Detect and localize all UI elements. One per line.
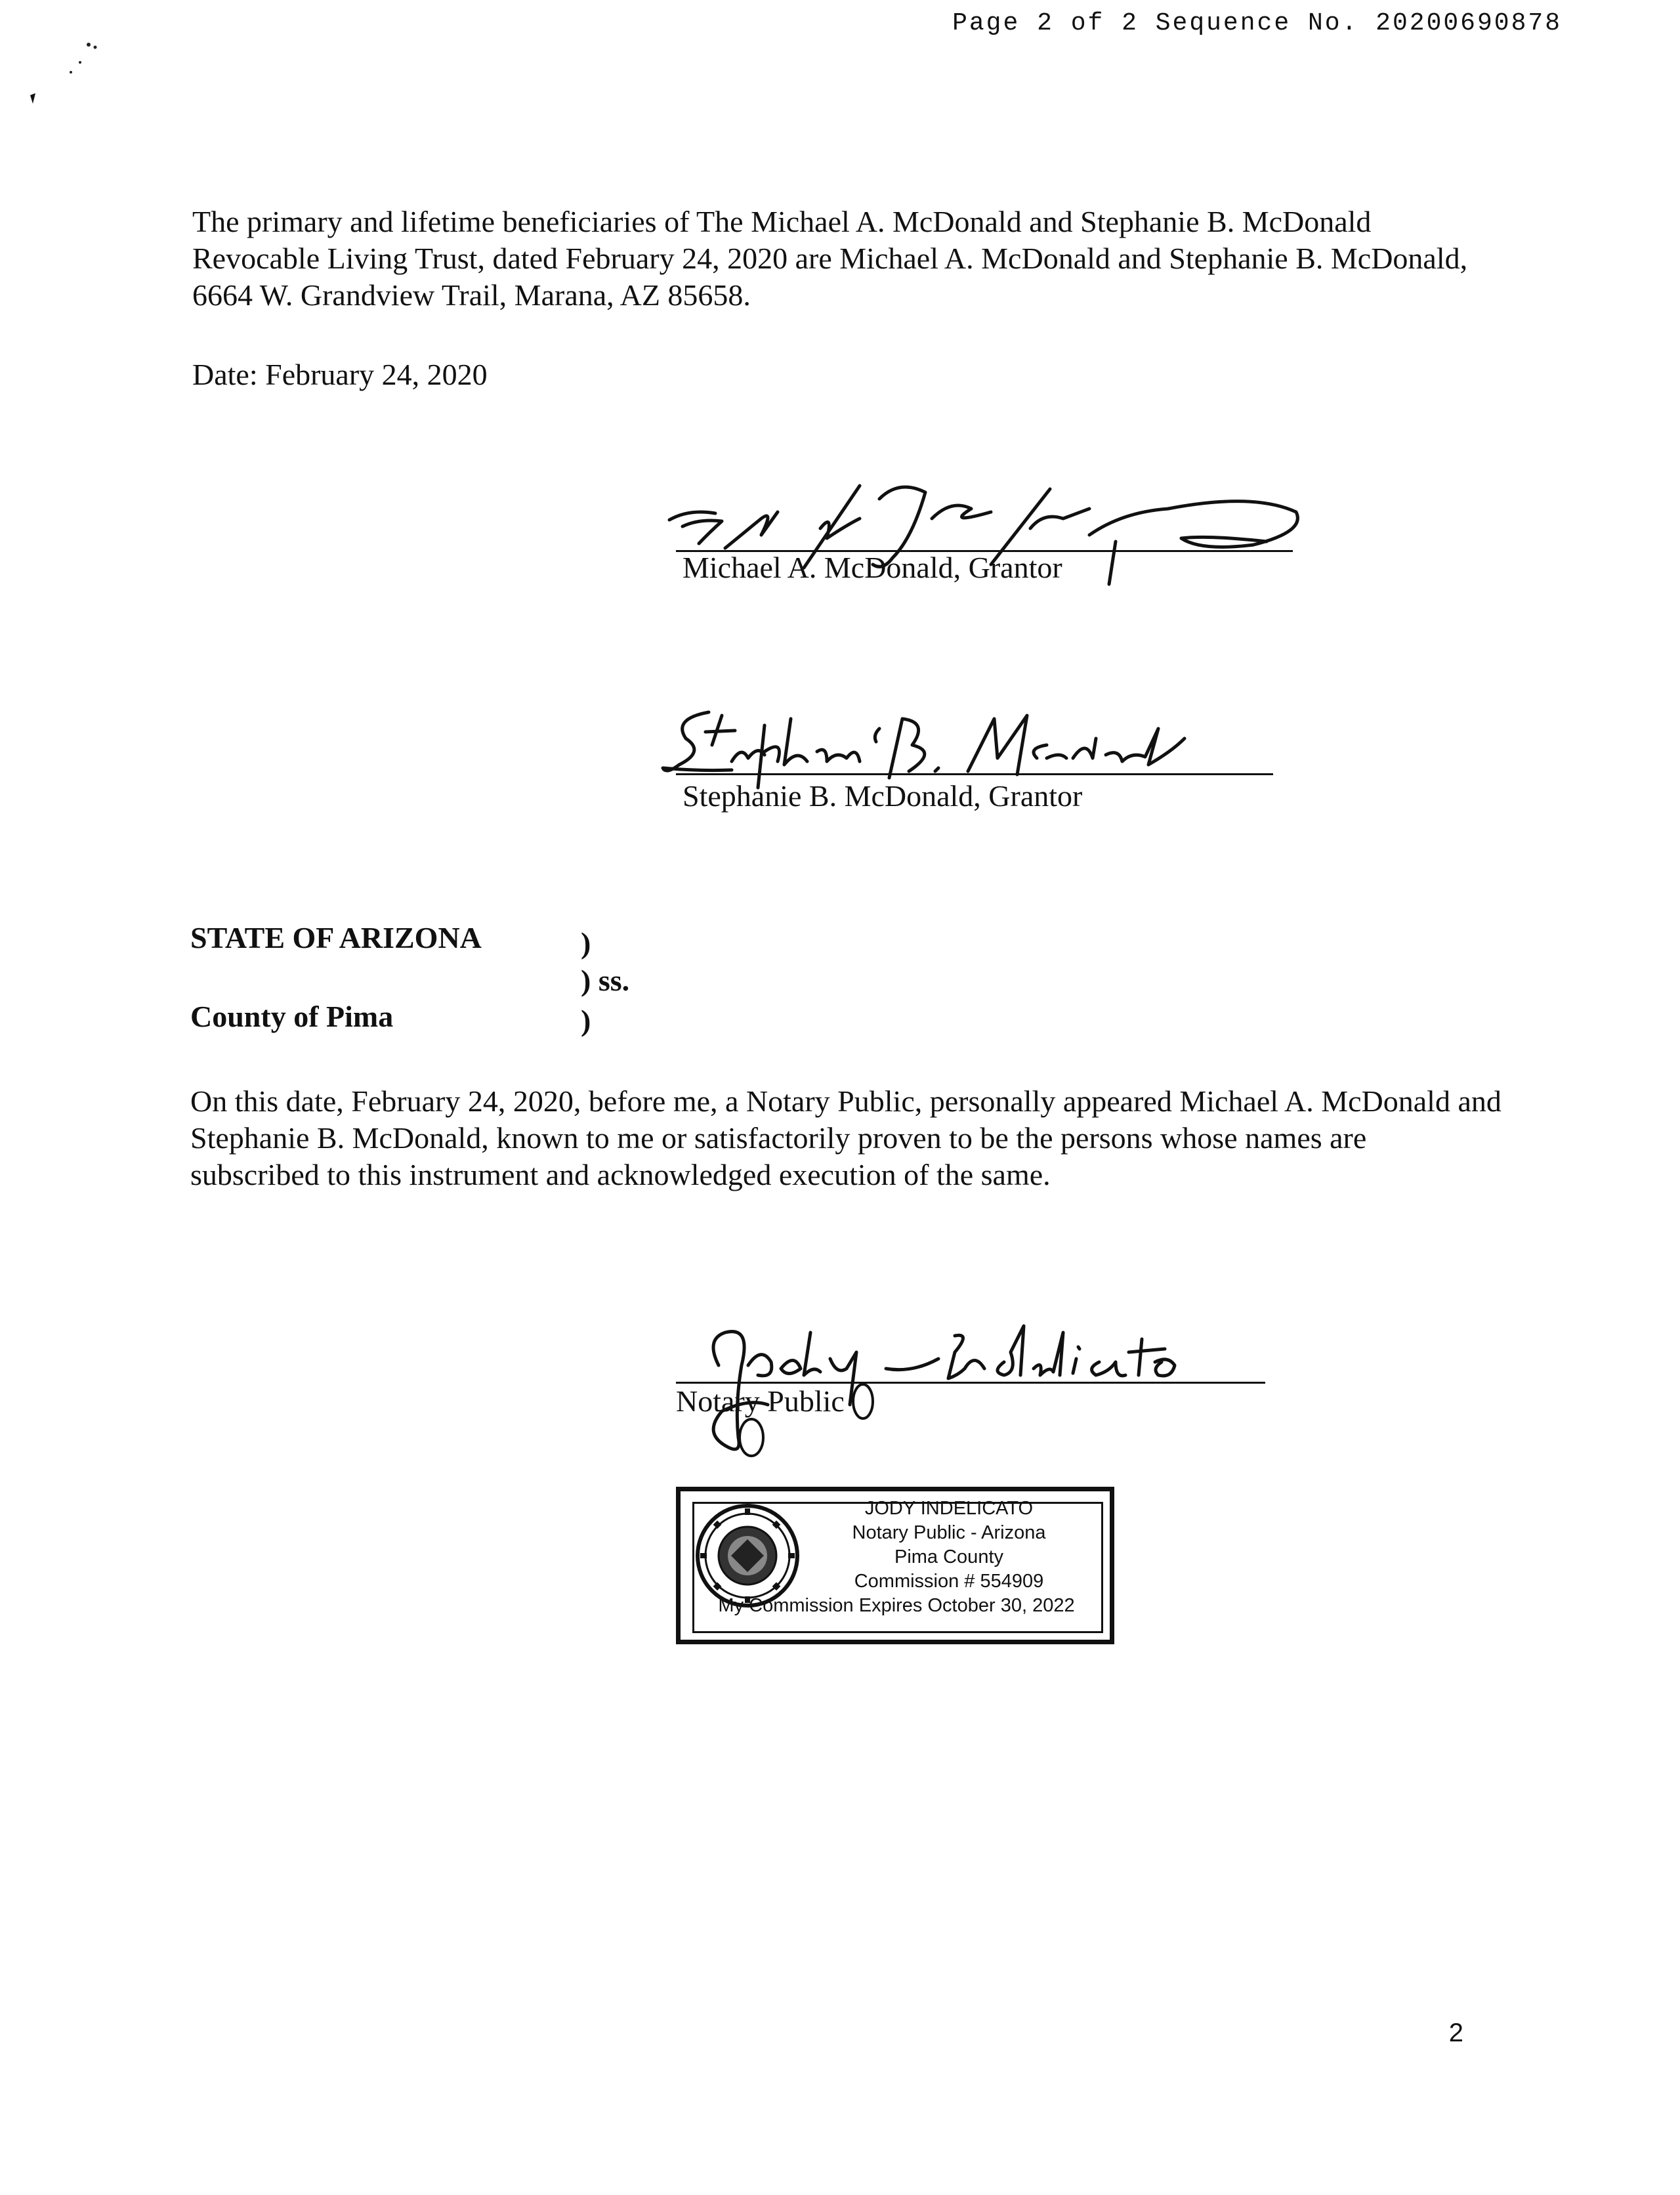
venue-ss: ) ss.: [581, 964, 630, 997]
page-number: 2: [1448, 2018, 1463, 2047]
signature-notary: [696, 1313, 1181, 1457]
grantor-label-michael: Michael A. McDonald, Grantor: [682, 551, 1062, 584]
venue-county: County of Pima: [190, 1000, 394, 1033]
acknowledgment-paragraph: On this date, February 24, 2020, before me, a Notary Public, personally appeared Michael A. McDonald and Stephanie B. McDonald, known to me or satisfactorily proven to be the persons whose names are subscribed to this instrument and acknowledged execution of the same.: [190, 1084, 1502, 1191]
venue-paren-bottom: ): [581, 1004, 591, 1037]
venue-paren-top: ): [581, 926, 591, 960]
stamp-commission: Commission # 554909: [854, 1571, 1044, 1592]
stamp-title: Notary Public - Arizona: [852, 1522, 1046, 1543]
signature-michael: [663, 473, 1312, 604]
date-line: Date: February 24, 2020: [192, 358, 488, 391]
page-sequence-header: Page 2 of 2 Sequence No. 20200690878: [952, 9, 1562, 37]
beneficiaries-paragraph: The primary and lifetime beneficiaries of The Michael A. McDonald and Stephanie B. McDonald Revocable Living Trust, dated February 24, 2020 are Michael A. McDonald and Stephanie B. McDonald, 6664 W. Grandview Trail, Marana, AZ 85658.: [192, 205, 1468, 312]
signature-stephanie: [660, 699, 1217, 804]
venue-state: STATE OF ARIZONA: [190, 921, 482, 954]
stamp-expires: My Commission Expires October 30, 2022: [718, 1595, 1075, 1616]
stamp-name: JODY INDELICATO: [864, 1498, 1034, 1519]
stamp-county: Pima County: [894, 1546, 1003, 1567]
grantor-label-stephanie: Stephanie B. McDonald, Grantor: [682, 779, 1083, 813]
scan-specks: [20, 33, 118, 118]
notary-stamp: [676, 1487, 1114, 1644]
stamp-text: [718, 1497, 1106, 1618]
notary-seal-icon: [695, 1503, 800, 1608]
notary-public-label: Notary Public: [676, 1384, 845, 1418]
